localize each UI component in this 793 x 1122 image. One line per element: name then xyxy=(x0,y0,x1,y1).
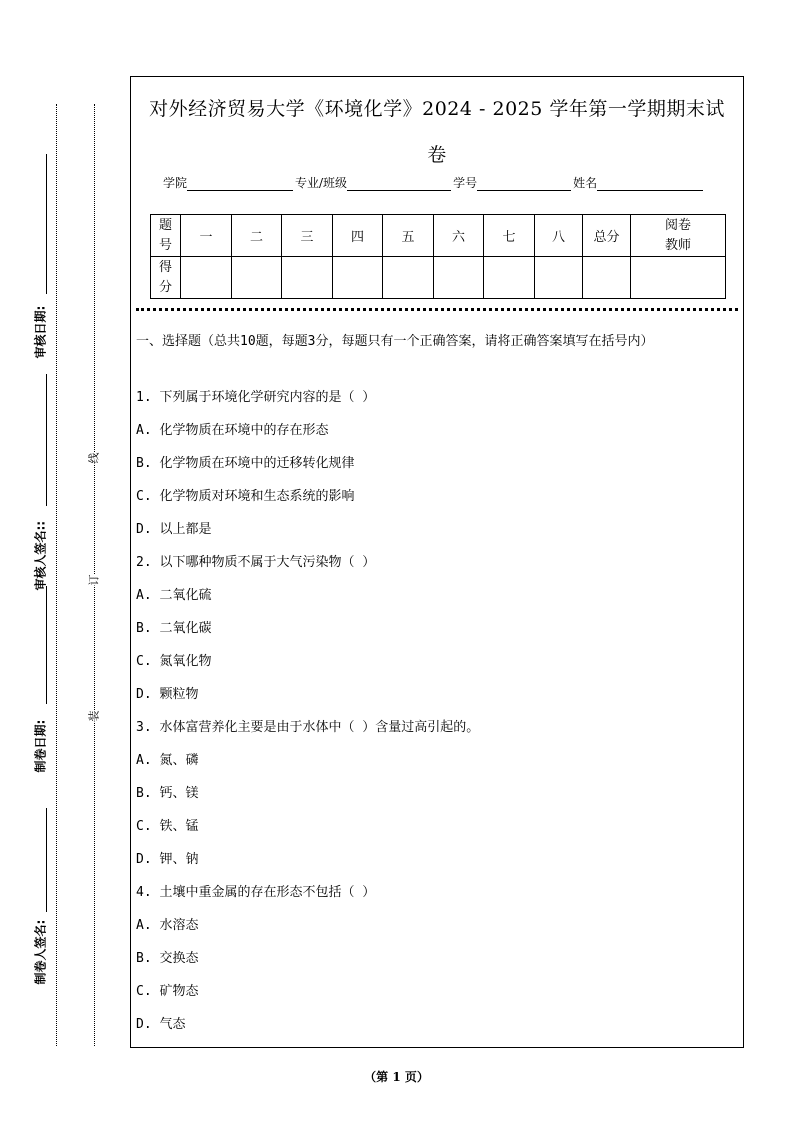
col-6: 六 xyxy=(434,215,484,257)
option: A. 二氧化硫 xyxy=(136,588,212,603)
score-cell-5[interactable] xyxy=(383,257,434,299)
reviewer-a: 阅卷 xyxy=(664,217,691,233)
col-4: 四 xyxy=(333,215,383,257)
section1-instruction: 一、选择题（总共10题，每题3分，每题只有一个正确答案，请将正确答案填写在括号内） xyxy=(136,334,654,349)
score-cell-3[interactable] xyxy=(282,257,333,299)
header-label-a: 题 xyxy=(158,217,172,233)
option: C. 铁、锰 xyxy=(136,819,199,834)
option: C. 化学物质对环境和生态系统的影响 xyxy=(136,489,355,504)
col-1: 一 xyxy=(181,215,232,257)
score-table xyxy=(150,214,726,299)
question-stem: 4. 土壤中重金属的存在形态不包括（ ） xyxy=(136,885,376,900)
option: C. 矿物态 xyxy=(136,984,199,999)
score-cell-2[interactable] xyxy=(232,257,282,299)
reviewer-b: 教师 xyxy=(664,237,691,253)
binding-char-zhuang: 装 xyxy=(87,710,101,722)
score-table-header-row xyxy=(151,215,726,257)
score-label-b: 分 xyxy=(158,279,172,295)
reviewer-header-cell xyxy=(631,215,726,257)
question-stem: 3. 水体富营养化主要是由于水体中（ ）含量过高引起的。 xyxy=(136,720,480,735)
option: A. 化学物质在环境中的存在形态 xyxy=(136,423,329,438)
name-field[interactable] xyxy=(597,178,703,191)
college-label: 学院 xyxy=(163,176,188,190)
reviewer-sign-field xyxy=(46,374,47,506)
score-cell-6[interactable] xyxy=(434,257,484,299)
make-date-label: 制卷日期: xyxy=(33,719,48,773)
score-label-cell xyxy=(151,257,181,299)
option: B. 二氧化碳 xyxy=(136,621,212,636)
student-id-field[interactable] xyxy=(477,178,571,191)
option: D. 气态 xyxy=(136,1017,186,1032)
option: D. 颗粒物 xyxy=(136,687,199,702)
score-cell-7[interactable] xyxy=(484,257,535,299)
question-stem: 2. 以下哪种物质不属于大气污染物（ ） xyxy=(136,555,376,570)
questions-block xyxy=(136,386,740,1036)
maker-sign-field xyxy=(46,808,47,912)
review-date-field xyxy=(46,154,47,294)
student-info-row xyxy=(163,174,705,191)
header-label-b: 号 xyxy=(158,237,172,253)
score-table-score-row xyxy=(151,257,726,299)
option: B. 化学物质在环境中的迁移转化规律 xyxy=(136,456,355,471)
col-3: 三 xyxy=(282,215,333,257)
title-line-2: 卷 xyxy=(427,144,447,166)
college-field[interactable] xyxy=(187,178,293,191)
make-date-field xyxy=(46,586,47,704)
option: C. 氮氧化物 xyxy=(136,654,212,669)
review-date-label: 审核日期: xyxy=(33,305,48,359)
option: D. 钾、钠 xyxy=(136,852,199,867)
student-id-label: 学号 xyxy=(453,176,478,190)
major-field[interactable] xyxy=(347,178,451,191)
binding-dotted-line-left xyxy=(56,104,57,1046)
name-label: 姓名 xyxy=(573,176,598,190)
col-5: 五 xyxy=(383,215,434,257)
col-8: 八 xyxy=(535,215,583,257)
question-stem: 1. 下列属于环境化学研究内容的是（ ） xyxy=(136,390,376,405)
option: B. 交换态 xyxy=(136,951,199,966)
binding-char-xian: 线 xyxy=(87,452,101,464)
option: A. 氮、磷 xyxy=(136,753,199,768)
header-label-cell xyxy=(151,215,181,257)
score-cell-4[interactable] xyxy=(333,257,383,299)
dotted-separator xyxy=(136,308,738,311)
exam-title xyxy=(132,86,742,178)
option: B. 钙、镁 xyxy=(136,786,199,801)
binding-char-ding: 订 xyxy=(87,574,101,586)
major-label: 专业/班级 xyxy=(295,176,348,190)
col-total: 总分 xyxy=(583,215,631,257)
score-cell-1[interactable] xyxy=(181,257,232,299)
page-footer: （第 1 页） xyxy=(364,1070,429,1084)
score-label-a: 得 xyxy=(158,259,172,275)
title-line-1: 对外经济贸易大学《环境化学》2024 - 2025 学年第一学期期末试 xyxy=(149,98,725,120)
reviewer-sign-label: 审核人签名:: xyxy=(33,520,48,591)
col-2: 二 xyxy=(232,215,282,257)
maker-sign-label: 制卷人签名: xyxy=(33,919,48,985)
option: D. 以上都是 xyxy=(136,522,212,537)
score-cell-total[interactable] xyxy=(583,257,631,299)
option: A. 水溶态 xyxy=(136,918,199,933)
reviewer-sign-cell[interactable] xyxy=(631,257,726,299)
score-cell-8[interactable] xyxy=(535,257,583,299)
col-7: 七 xyxy=(484,215,535,257)
